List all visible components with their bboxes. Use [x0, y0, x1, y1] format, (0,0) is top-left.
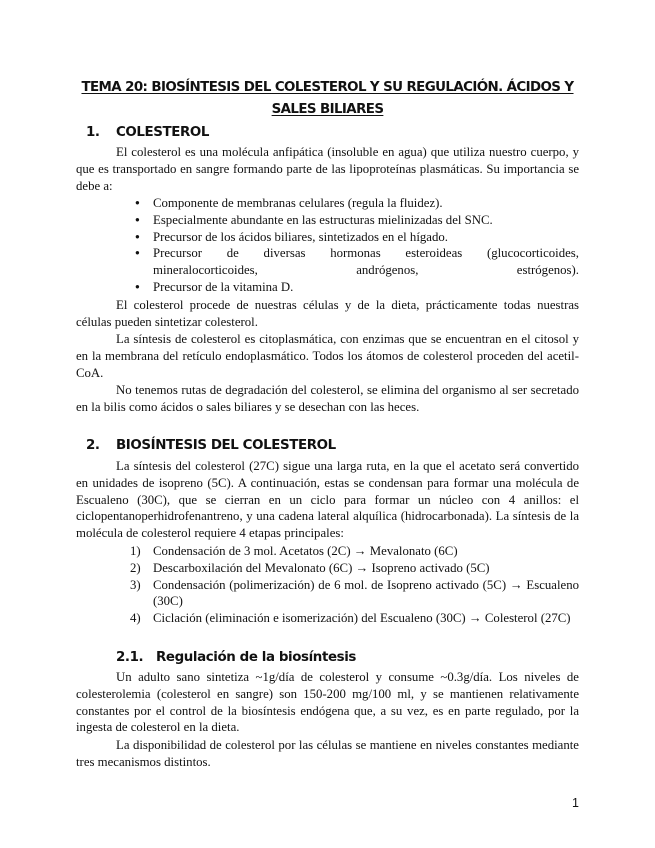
section-2-title: BIOSÍNTESIS DEL COLESTEROL: [116, 438, 336, 453]
page-number: 1: [572, 796, 579, 810]
list-item: 2) Descarboxilación del Mevalonato (6C) → Isopreno activado (5C): [130, 560, 490, 575]
page-title: TEMA 20: BIOSÍNTESIS DEL COLESTEROL Y SU REGULACIÓN. ÁCIDOS Y SALES BILIARES: [81, 80, 574, 117]
section-2-1-number: 2.1.: [116, 650, 144, 665]
list-item: ● Precursor de los ácidos biliares, sintetizados en el hígado.: [116, 229, 579, 246]
section-2-heading: [86, 437, 336, 455]
section-2-1-paragraph-1: Un adulto sano sintetiza ~1g/día de colesterol y consume ~0.3g/día. Los niveles de colesterolemia (colesterol en sangre) son 150-200 mg/100 ml, y se mantienen relativamente constantes por el control de la biosíntesis endógena que, a su vez, es en parte regulado, por la ingesta de colesterol en la dieta.: [76, 670, 579, 735]
section-1-number: 1.: [86, 125, 100, 140]
section-1-paragraph-3: La síntesis de colesterol es citoplasmática, con enzimas que se encuentran en el citosol y en la membrana del retículo endoplasmático. Todos los átomos de colesterol proceden del acetil-CoA.: [76, 332, 579, 380]
list-item: 4) Ciclación (eliminación e isomerización) del Escualeno (30C) → Colesterol (27C): [130, 611, 571, 626]
section-2-1-heading: [116, 649, 356, 667]
list-item: ● Precursor de la vitamina D.: [116, 279, 579, 296]
list-item: ● Especialmente abundante en las estructuras mielinizadas del SNC.: [116, 212, 579, 229]
list-item: ● Precursor de diversas hormonas esteroideas (glucocorticoides, mineralocorticoides, andrógenos, estrógenos).: [116, 245, 579, 279]
importance-bullet-list: [116, 195, 579, 296]
section-1-intro: El colesterol es una molécula anfipática (insoluble en agua) que utiliza nuestro cuerpo, y que es transportado en sangre formando parte de las lipoproteínas plasmáticas. Su importancia se debe a:: [76, 145, 579, 193]
section-1-paragraph-4: No tenemos rutas de degradación del colesterol, se elimina del organismo al ser secretado en la bilis como ácidos o sales biliares y se desechan con las heces.: [76, 383, 579, 414]
list-item: 3) Condensación (polimerización) de 6 mol. de Isopreno activado (5C) → Escualeno (30C): [130, 577, 579, 609]
section-2-1-paragraph-2: La disponibilidad de colesterol por las células se mantiene en niveles constantes mediante tres mecanismos distintos.: [76, 738, 579, 769]
list-item: ● Componente de membranas celulares (regula la fluidez).: [116, 195, 579, 212]
section-2-intro: La síntesis del colesterol (27C) sigue una larga ruta, en la que el acetato será convertido en unidades de isopreno (5C). A continuación, estas se condensan para formar una molécula de Escualeno (30C), que se cierran en un ciclo para formar un núcleo con 4 anillos: el ciclopentanoperhidrofenantreno, y una cadena lateral alquílica (hidrocarbonada). La síntesis de la molécula de colesterol requiere 4 etapas principales:: [76, 459, 579, 541]
section-1-title: COLESTEROL: [116, 125, 210, 140]
section-1-paragraph-2: El colesterol procede de nuestras células y de la dieta, prácticamente todas nuestras células pueden sintetizar colesterol.: [76, 298, 579, 329]
section-1-heading: [86, 124, 209, 142]
list-item: 1) Condensación de 3 mol. Acetatos (2C) → Mevalonato (6C): [130, 544, 458, 558]
section-2-1-title: Regulación de la biosíntesis: [156, 650, 356, 665]
section-2-number: 2.: [86, 438, 100, 453]
synthesis-steps-list: [116, 543, 579, 627]
